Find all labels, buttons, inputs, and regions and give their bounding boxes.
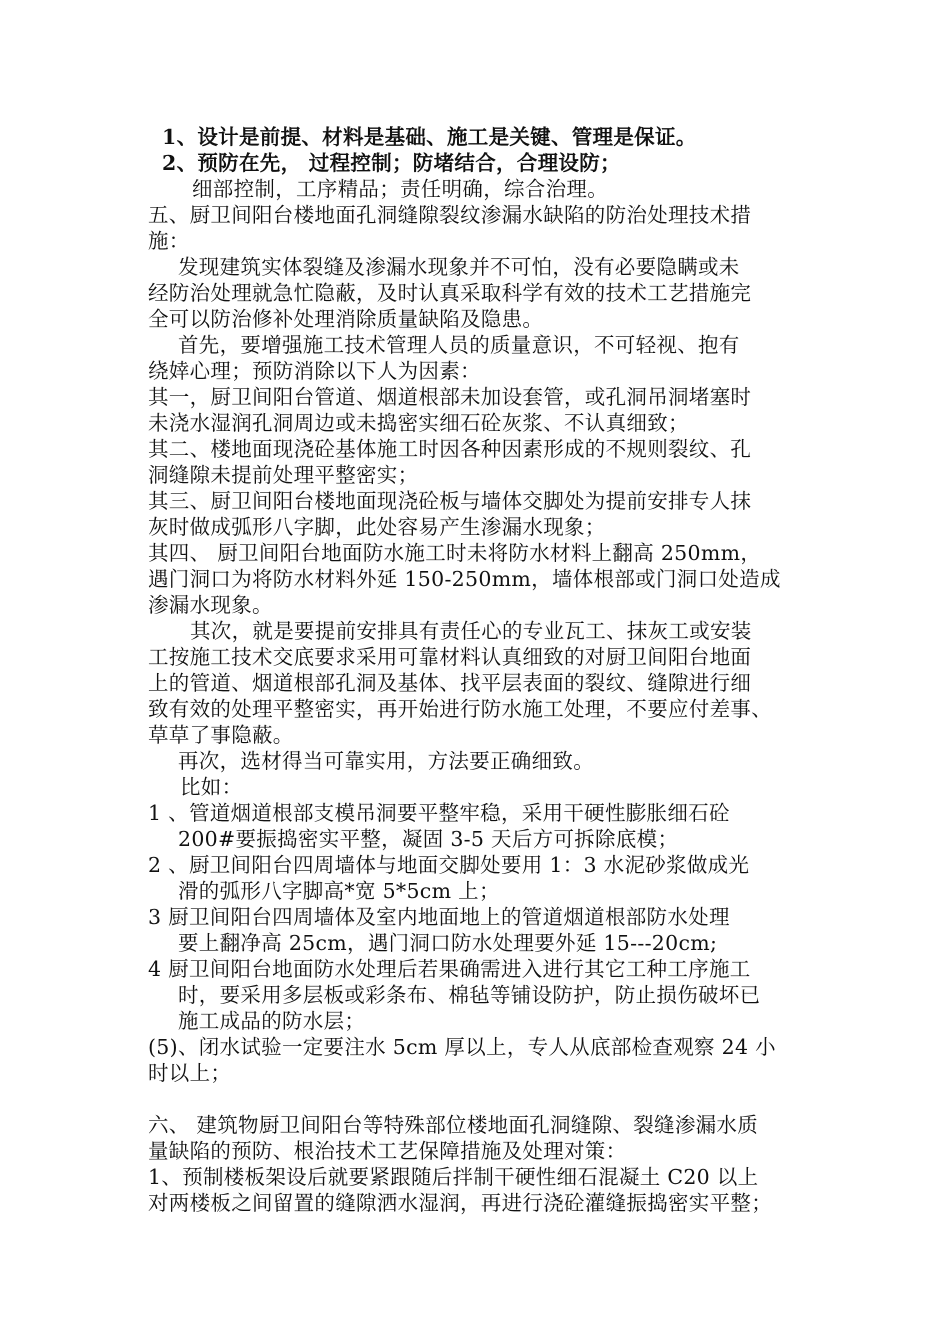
- paragraph-line: 比如：: [180, 775, 243, 799]
- paragraph-line: 再次，选材得当可靠实用，方法要正确细致。: [178, 749, 594, 773]
- section-5-heading-cont: 施：: [148, 229, 190, 253]
- paragraph-line: 灰时做成弧形八字脚，此处容易产生渗漏水现象；: [148, 515, 606, 539]
- principle-line-2: 2、预防在先， 过程控制；防堵结合，合理设防；: [162, 151, 621, 175]
- paragraph-line: 经防治处理就急忙隐蔽，及时认真采取科学有效的技术工艺措施完: [148, 281, 752, 305]
- list-item-line: 200#要振捣密实平整，凝固 3-5 天后方可拆除底模；: [178, 827, 679, 851]
- paragraph-line: 1、预制楼板架设后就要紧跟随后拌制干硬性细石混凝土 C20 以上: [148, 1165, 759, 1189]
- list-item-line: 时以上；: [148, 1061, 232, 1085]
- paragraph-line: 其次，就是要提前安排具有责任心的专业瓦工、抹灰工或安装: [190, 619, 752, 643]
- paragraph-line: 未浇水湿润孔洞周边或未捣密实细石砼灰浆、不认真细致；: [148, 411, 689, 435]
- list-item-line: 施工成品的防水层；: [178, 1009, 366, 1033]
- section-5-heading: 五、厨卫间阳台楼地面孔洞缝隙裂纹渗漏水缺陷的防治处理技术措: [148, 203, 752, 227]
- paragraph-line: 发现建筑实体裂缝及渗漏水现象并不可怕，没有必要隐瞒或未: [178, 255, 740, 279]
- paragraph-line: 全可以防治修补处理消除质量缺陷及隐患。: [148, 307, 544, 331]
- paragraph-line: 工按施工技术交底要求采用可靠材料认真细致的对厨卫间阳台地面: [148, 645, 752, 669]
- list-item-line: 要上翻净高 25cm，遇门洞口防水处理要外延 15---20cm;: [178, 931, 718, 955]
- section-6-heading-cont: 量缺陷的预防、根治技术工艺保障措施及处理对策：: [148, 1139, 627, 1163]
- paragraph-line: 对两楼板之间留置的缝隙洒水湿润，再进行浇砼灌缝振捣密实平整；: [148, 1191, 772, 1215]
- paragraph-line: 绕婞心理；预防消除以下人为因素：: [148, 359, 481, 383]
- list-item-line: 时，要采用多层板或彩条布、棉毡等铺设防护，防止损伤破坏已: [178, 983, 761, 1007]
- paragraph-line: 渗漏水现象。: [148, 593, 273, 617]
- list-item-line: 4 厨卫间阳台地面防水处理后若果确需进入进行其它工种工序施工: [148, 957, 751, 981]
- paragraph-line: 其二、楼地面现浇砼基体施工时因各种因素形成的不规则裂纹、孔: [148, 437, 752, 461]
- paragraph-line: 致有效的处理平整密实，再开始进行防水施工处理，不要应付差事、: [148, 697, 772, 721]
- paragraph-line: 洞缝隙未提前处理平整密实；: [148, 463, 419, 487]
- section-6-heading: 六、 建筑物厨卫间阳台等特殊部位楼地面孔洞缝隙、裂缝渗漏水质: [148, 1113, 759, 1137]
- paragraph-line: 其一，厨卫间阳台管道、烟道根部未加设套管，或孔洞吊洞堵塞时: [148, 385, 752, 409]
- principle-line-1: 1、设计是前提、材料是基础、施工是关键、管理是保证。: [162, 125, 697, 149]
- paragraph-line: 上的管道、烟道根部孔洞及基体、找平层表面的裂纹、缝隙进行细: [148, 671, 752, 695]
- paragraph-line: 其三、厨卫间阳台楼地面现浇砼板与墙体交脚处为提前安排专人抹: [148, 489, 752, 513]
- list-item-line: 1 、管道烟道根部支模吊洞要平整牢稳，采用干硬性膨胀细石砼: [148, 801, 730, 825]
- paragraph-line: 遇门洞口为将防水材料外延 150-250mm，墙体根部或门洞口处造成: [148, 567, 781, 591]
- list-item-line: 3 厨卫间阳台四周墙体及室内地面地上的管道烟道根部防水处理: [148, 905, 730, 929]
- list-item-line: 滑的弧形八字脚高*宽 5*5cm 上；: [178, 879, 500, 903]
- principle-line-3: 细部控制，工序精品；责任明确，综合治理。: [192, 177, 608, 201]
- paragraph-line: 其四、 厨卫间阳台地面防水施工时未将防水材料上翻高 250mm，: [148, 541, 762, 565]
- list-item-line: 2 、厨卫间阳台四周墙体与地面交脚处要用 1：3 水泥砂浆做成光: [148, 853, 750, 877]
- paragraph-line: 草草了事隐蔽。: [148, 723, 294, 747]
- paragraph-line: 首先，要增强施工技术管理人员的质量意识，不可轻视、抱有: [178, 333, 740, 357]
- list-item-line: (5)、闭水试验一定要注水 5cm 厚以上，专人从底部检查观察 24 小: [148, 1035, 776, 1059]
